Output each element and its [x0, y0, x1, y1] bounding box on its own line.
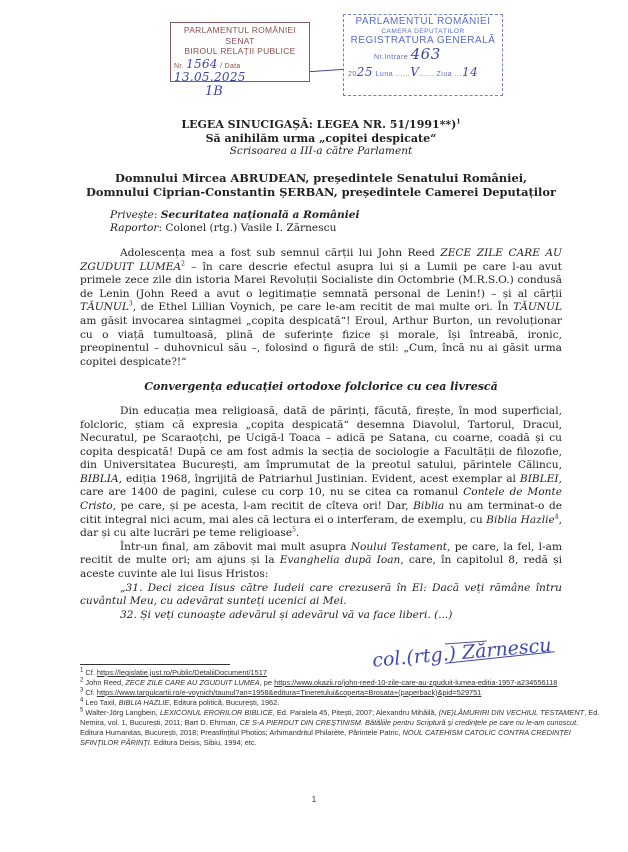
footnote-ref[interactable]: 3: [128, 300, 133, 308]
footnote-5: $^5$ Walter-Jörg Langbein, LEXICONUL ERORILOR BIBLICE, Ed. Paralela 45, Pitești, 2007; Alexandru Mihăilă, (NE)LĂMURIRI DIN VECHIUL TESTAMENT, Ed. Nemira, vol. 1, București, 2011; Bart D. Ehrman, CE S-A PIERDUT DIN CREȘTINISM. Bătăliile pentru Scriptură și credințele pe care nu le-am cunoscut. Editura Humanitas, București, 2018; Preasfințitul Photios; Arhimandritul Philarète, Părintele Patric, NOUL CATEHISM CATOLIC CONTRA CREDINȚEI SFINȚILOR PĂRINȚI. Editura Deisis, Sibiu, 1994; etc.: [80, 707, 600, 747]
footnote-ref[interactable]: 4: [554, 513, 559, 521]
footnote-ref[interactable]: 1: [456, 118, 461, 126]
footnote-ref[interactable]: 2: [181, 260, 185, 268]
section-heading: Convergența educației ortodoxe folclorice cu cea livrescă: [144, 380, 498, 394]
paragraph-3: Într-un final, am zăbovit mai mult asupra Noului Testament, pe care, la fel, l-am recitit de multe ori; am ajuns și la Evanghelia după Ioan, care, în capitolul 8, redă și aceste cuvinte ale lui Iisus Hristos:: [80, 540, 563, 581]
chamber-registration-stamp: [343, 14, 503, 96]
paragraph-1: Adolescența mea a fost sub semnul cărții lui John Reed ZECE ZILE CARE AU ZGUDUIT LUMEA$^2$ – în care descrie efectul asupra lui și a Lumii pe care l-au avut primele zece zile din istoria Marei Revoluții Socialiste din Octombrie (M.R.S.O.) condusă de Lenin (John Reed a avut o legitimație semnată personal de Lenin!) – și al cărții TĂUNUL$^3$, de Ethel Lillian Voynich, pe care le-am recitit de mai multe ori. În TĂUNUL am găsit invocarea sintagmei „copita despicată“! Eroul, Arthur Burton, un revoluționar cu o viață tumultoasă, plină de suferințe fizice și morale, își întreabă, ironic, preopinentul – duhovnicul său –, folosind o figură de stil: „Cum, încă nu ai găsit urma copitei despicate?!“: [80, 246, 562, 368]
stamp-line: PARLAMENTUL ROMÂNIEI: [183, 25, 297, 35]
stamp-line: BIROUL RELAȚII PUBLICE: [184, 46, 296, 56]
year-prefix: 20: [348, 70, 357, 78]
stamp-line: PARLAMENTUL ROMÂNIEI: [355, 16, 491, 27]
ziua-label: Ziua: [436, 70, 453, 78]
date-row: 2025 Luna ......V...... Ziua ...14: [348, 64, 479, 79]
nr-label: Nr.: [174, 62, 184, 70]
footnote-ref[interactable]: 5: [292, 526, 296, 534]
subject-value: Securitatea națională a României: [160, 208, 360, 221]
stamp-line: CAMERA DEPUTAȚILOR: [381, 27, 465, 35]
reporter-line: Raportor: Colonel (rtg.) Vasile I. Zărnescu: [110, 222, 337, 235]
date-value: 13.05.2025: [174, 70, 246, 84]
footnote-2: $^2$ John Reed, ZECE ZILE CARE AU ZGUDUIT LUMEA, pe https://www.okazii.ro/john-reed-10-zile-care-au-zguduit-lumea-editia-1957-a234556118: [80, 677, 558, 687]
pen-connector-line: [310, 69, 344, 72]
addressee-1: Domnului Mircea ABRUDEAN, președintele Senatului României,: [114, 170, 528, 185]
addressee-2: Domnului Ciprian-Constantin ȘERBAN, președintele Camerei Deputaților: [86, 184, 556, 199]
year-value: 25: [356, 64, 374, 79]
footnote-link[interactable]: https://legislatie.just.ro/Public/DetaliiDocument/1517: [96, 668, 267, 677]
bible-quote-32: 32. Și veți cunoaște adevărul și adevărul vă va face liberi. (...): [120, 608, 453, 621]
subject-line: Privește: Securitatea națională a României: [110, 208, 360, 221]
reporter-value: Colonel (rtg.) Vasile I. Zărnescu: [165, 222, 337, 235]
stamp-line: SENAT: [225, 35, 255, 46]
intrare-row: [344, 45, 502, 64]
paragraph-2: Din educația mea religioasă, dată de părinți, făcută, firește, în mod superficial, folcloric, știam că expresia „copita despicată“ desemna Diavolul, Tartorul, Dracul, Necuratul, pe Scaraoțchi, pe Ucigă-l Toaca – adică pe Satana, cu coarne, coadă și cu copita despicată! După ce am fost admis la secția de sociologie a Facultății de filozofie, din Universitatea București, am împrumutat de la preotul satului, părintele Călincu, BIBLIA, ediția 1968, îngrijită de Patriarhul Justinian. Evident, acest exemplar al BIBLEI, care are 1400 de pagini, culese cu corp 10, nu se citea ca romanul Contele de Monte Cristo, pe care, și pe acesta, l-am recitit de cîteva ori! Dar, Biblia nu am terminat-o de citit integral nici acum, mai ales că lectura ei o interferam, de exemplu, cu Biblia Hazlie$^4$, dar și cu alte lucrări pe teme religioase$^5$.: [80, 404, 562, 540]
senate-registration-stamp: [170, 22, 310, 82]
footnote-link[interactable]: https://www.targulcartii.ro/e-voynich/taunul?an=1958&editura=Tineretului&coperta=Brosata+(paperback)&pid=529751: [96, 688, 482, 697]
stamp-number-row: [171, 56, 309, 86]
date-label: / Data: [220, 62, 241, 70]
document-subtitle: Să anihilăm urma „copitei despicate“: [205, 131, 437, 145]
footnote-1: $^1$ Cf. https://legislatie.just.ro/Public/DetaliiDocument/1517: [80, 667, 267, 677]
document-title: LEGEA SINUCIGAȘĂ: LEGEA NR. 51/1991**)$^1$: [181, 118, 461, 131]
handwritten-signature: col.(rtg.) Zărnescu: [371, 634, 553, 672]
stamp-line: REGISTRATURA GENERALĂ: [350, 34, 496, 46]
footnote-3: $^3$ Cf. https://www.targulcartii.ro/e-voynich/taunul?an=1958&editura=Tineretului&coperta=Brosata+(paperback)&pid=529751: [80, 687, 482, 697]
nr-value: 1564: [186, 56, 218, 71]
bible-quote-31: „31. Deci zicea Iisus către Iudeii care crezuseră în El: Dacă veți rămâne întru cuvântul Meu, cu adevărat sunteți ucenici ai Mei.: [80, 581, 562, 608]
page-number: 1: [311, 795, 317, 804]
footnote-separator: [80, 664, 230, 665]
luna-value: V: [410, 64, 420, 79]
ziua-value: 14: [461, 64, 479, 79]
luna-label: Luna: [375, 70, 394, 78]
letter-body: [80, 118, 562, 622]
intrare-value: 463: [410, 45, 441, 63]
footnote-4: $^4$ Leo Taxil, BIBLIA HAZLIE, Editura politică, București, 1962.: [80, 697, 280, 707]
document-series: Scrisoarea a III-a către Parlament: [229, 145, 413, 158]
intrare-label: Nr.Intrare: [374, 54, 409, 61]
footnotes: [80, 668, 600, 748]
stamp-sub-mark: 1B: [205, 84, 223, 99]
footnote-link[interactable]: https://www.okazii.ro/john-reed-10-zile-care-au-zguduit-lumea-editia-1957-a234556118: [274, 678, 558, 687]
